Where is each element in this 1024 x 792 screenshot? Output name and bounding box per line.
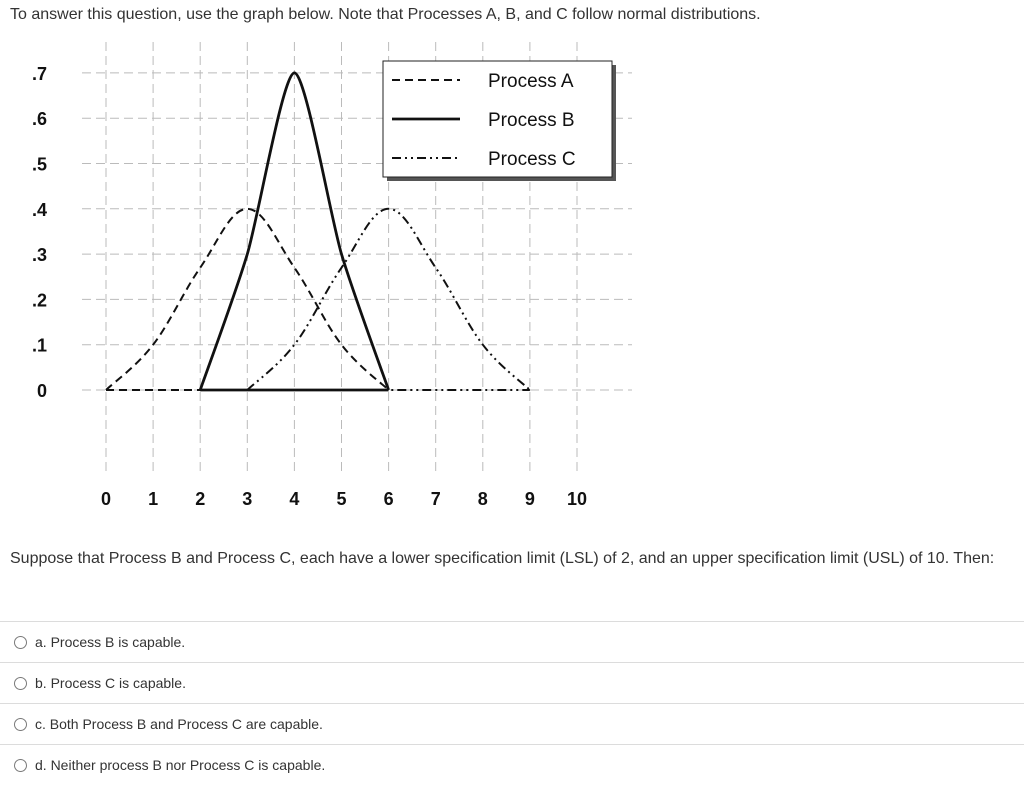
x-tick-label-3: 3 [242,489,253,509]
y-tick-label-6: .6 [31,109,47,130]
x-tick-label-7: 7 [430,489,441,509]
question-text: Suppose that Process B and Process C, each have a lower specification limit (LSL) of 2, and an upper specification limit (USL) of 10. Then: [10,550,995,567]
x-tick-label-9: 9 [524,489,535,509]
radio-a-icon[interactable] [14,636,27,649]
x-tick-label-1: 1 [148,489,159,509]
x-tick-label-8: 8 [477,489,488,509]
y-tick-label-5: .5 [31,154,47,175]
x-tick-label-0: 0 [100,489,112,509]
x-tick-label-2: 2 [195,489,206,509]
y-tick-label-7: .7 [31,63,47,84]
option-a-label: a. Process B is capable. [35,634,186,650]
y-tick-label-2: .2 [31,290,47,311]
x-tick-label-10: 10 [566,489,588,509]
option-c[interactable] [0,703,1024,744]
legend-label-1: Process A [488,71,574,92]
x-tick-label-5: 5 [336,489,347,509]
x-tick-label-4: 4 [289,489,300,509]
option-b-label: b. Process C is capable. [35,675,186,691]
normal-distribution-chart [0,30,680,520]
y-tick-label-0: 0 [36,381,47,401]
question-intro: To answer this question, use the graph below. Note that Processes A, B, and C follow normal distributions. [10,6,761,23]
option-d[interactable] [0,744,1024,785]
option-b[interactable] [0,662,1024,703]
x-tick-label-6: 6 [383,489,394,509]
legend-label-2: Process B [488,110,575,131]
chart-legend [383,61,616,181]
y-tick-label-1: .1 [31,335,47,356]
option-c-label: c. Both Process B and Process C are capable. [35,716,323,732]
answer-options [0,621,1024,785]
radio-b-icon[interactable] [14,677,27,690]
radio-c-icon[interactable] [14,718,27,731]
legend-label-3: Process C [488,149,576,170]
option-a[interactable] [0,621,1024,662]
y-tick-label-4: .4 [31,199,47,220]
radio-d-icon[interactable] [14,759,27,772]
option-d-label: d. Neither process B nor Process C is capable. [35,757,326,773]
y-tick-label-3: .3 [31,245,47,266]
